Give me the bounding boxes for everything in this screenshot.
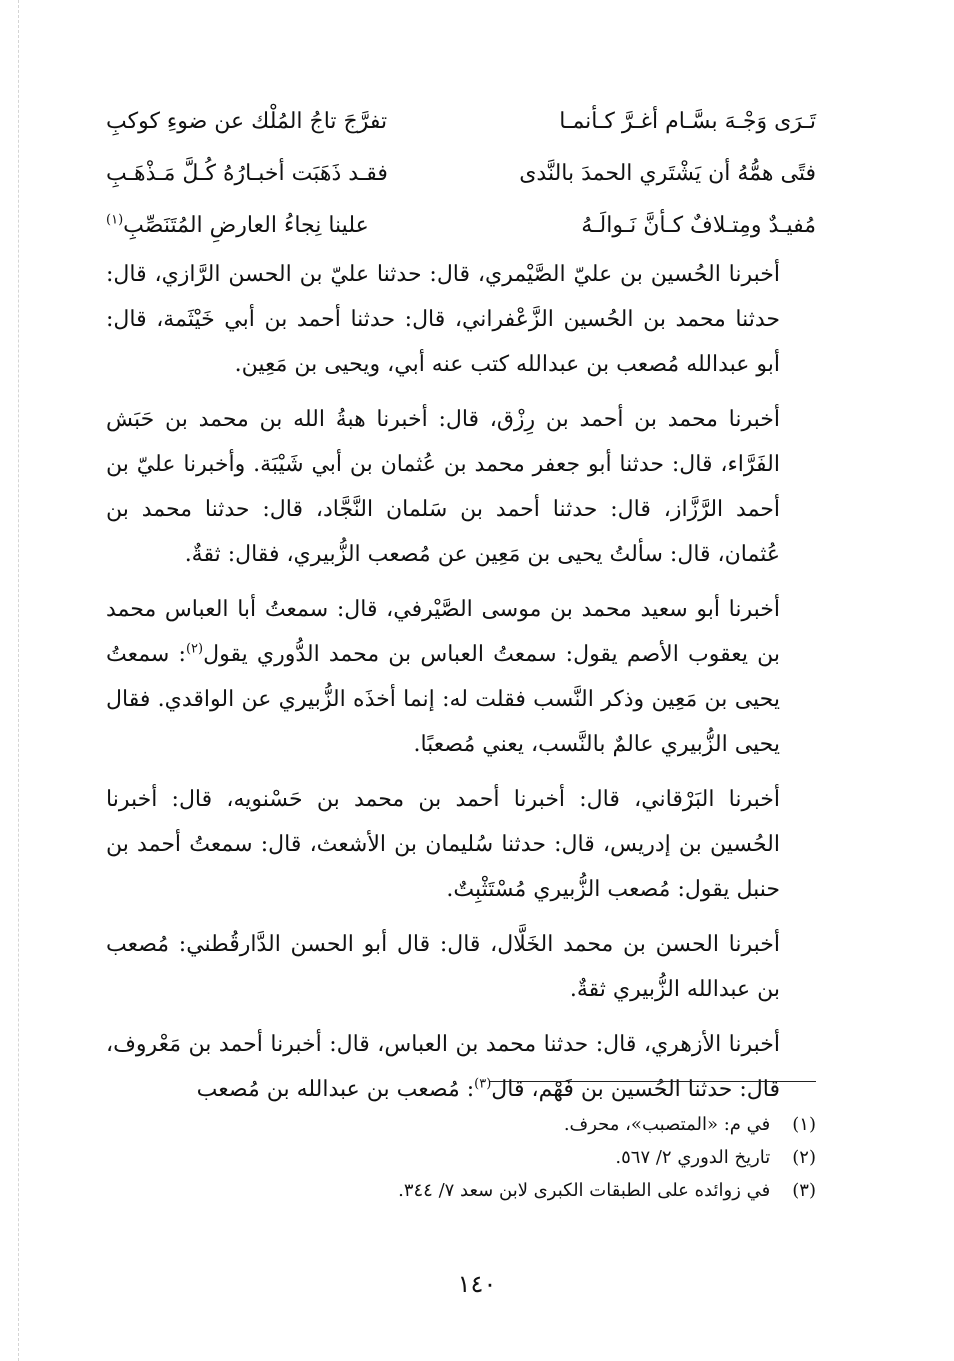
scan-edge-line	[18, 0, 19, 1361]
footnote-text: في م: «المتصبب»، محرف.	[563, 1114, 771, 1135]
verse-line	[106, 96, 816, 148]
verse-first-hemistich: تَـرَى وَجْـهَ بسَّـام أغـرَّ كـأنمـا	[559, 109, 816, 134]
footnote-item	[106, 1174, 816, 1207]
paragraph-text: : سمعتُ يحيى بن مَعِين وذكر النَّسب فقلت له: إنما أخذَه الزُّبيري عن الواقدي. فقال يحيى الزُّبيري عالمٌ بالنَّسب، يعني مُصعبًا.	[106, 642, 780, 757]
footnote-number: (١)	[792, 1114, 816, 1135]
body-text	[106, 252, 816, 1122]
paragraph: أخبرنا الحسن بن محمد الخَلَّال، قال: قال أبو الحسن الدَّارقُطني: مُصعب بن عبدالله الزُّبيري ثقةٌ.	[106, 932, 780, 1002]
paragraph-text: أخبرنا أبو سعيد محمد بن موسى الصَّيْرفي، قال: سمعتُ أبا العباس محمد بن يعقوب الأصم يقول: سمعتُ العباس بن محمد الدُّوري يقول	[106, 597, 780, 667]
footnote-item	[106, 1108, 816, 1141]
paragraph	[106, 587, 816, 767]
footnotes	[106, 1108, 816, 1207]
page-number: ١٤٠	[457, 1270, 497, 1298]
verse-first-hemistich: فتًى همُّهُ أن يَشْتَري الحمدَ بالنَّدى	[519, 161, 816, 186]
verse-second-hemistich	[106, 200, 369, 252]
footnote-separator	[490, 1081, 816, 1082]
paragraph: أخبرنا محمد بن أحمد بن رِزْق، قال: أخبرنا هبةُ الله بن محمد بن حَبَش الفَرَّاء، قال: حدثنا أبو جعفر محمد بن عُثمان بن أبي شَيْبَة. وأخبرنا عليّ بن أحمد الرَّزَّاز، قال: حدثنا أحمد بن سَلمان النَّجَّاد، قال: حدثنا محمد بن عُثمان، قال: سألتُ يحيى بن مَعِين عن مُصعب الزُّبيري، فقال: ثقةٌ.	[106, 407, 780, 567]
footnote-item	[106, 1141, 816, 1174]
verse-first-hemistich: مُفيـدٌ ومِتـلافٌ كـأنَّ نَـوالَـهُ	[581, 213, 816, 238]
verse-line	[106, 148, 816, 200]
footnote-ref: (٢)	[185, 641, 204, 657]
verse-text: علينا نِجاءُ العارضِ المُتَنَصِّبِ	[123, 213, 369, 238]
footnote-number: (٢)	[792, 1147, 816, 1168]
footnote-text: تاريخ الدوري ٢/ ٥٦٧.	[615, 1147, 771, 1168]
paragraph: أخبرنا الحُسين بن عليّ الصَّيْمري، قال: حدثنا عليّ بن الحسن الرَّازي، قال: حدثنا محمد بن الحُسين الزَّعْفراني، قال: حدثنا أحمد بن أبي خَيْثَمة، قال: أبو عبدالله مُصعب بن عبدالله كتب عنه أبي، ويحيى بن مَعِين.	[106, 262, 780, 377]
footnote-ref: (٣)	[474, 1076, 492, 1092]
verse-line	[106, 200, 816, 252]
verse-second-hemistich: فقـد ذَهَبَت أخبـارُهُ كُـلَّ مَـذْهَـبِ	[106, 161, 388, 186]
paragraph: أخبرنا البَرْقاني، قال: أخبرنا أحمد بن محمد بن حَسْنويه، قال: أخبرنا الحُسين بن إدريس، قال: حدثنا سُليمان بن الأشعث، قال: سمعتُ أحمد بن حنبل يقول: مُصعب الزُّبيري مُسْتَثْبِتٌ.	[106, 787, 780, 902]
footnote-number: (٣)	[792, 1180, 816, 1201]
footnote-text: في زوائده على الطبقات الكبرى لابن سعد ٧/ ٣٤٤.	[398, 1180, 771, 1201]
paragraph-text: أخبرنا الأزهري، قال: حدثنا محمد بن العباس، قال: أخبرنا أحمد بن مَعْروف، قال: حدثنا الحُسين بن فَهْم، قال	[106, 1032, 780, 1102]
verse-second-hemistich: تفرَّجَ تاجُ المُلْك عن ضوءِ كوكبِ	[106, 109, 388, 134]
footnote-ref: (١)	[106, 212, 124, 228]
paragraph	[106, 1022, 816, 1112]
paragraph-text: : مُصعب بن عبدالله بن مُصعب	[196, 1077, 475, 1102]
poem-verses	[106, 96, 816, 252]
